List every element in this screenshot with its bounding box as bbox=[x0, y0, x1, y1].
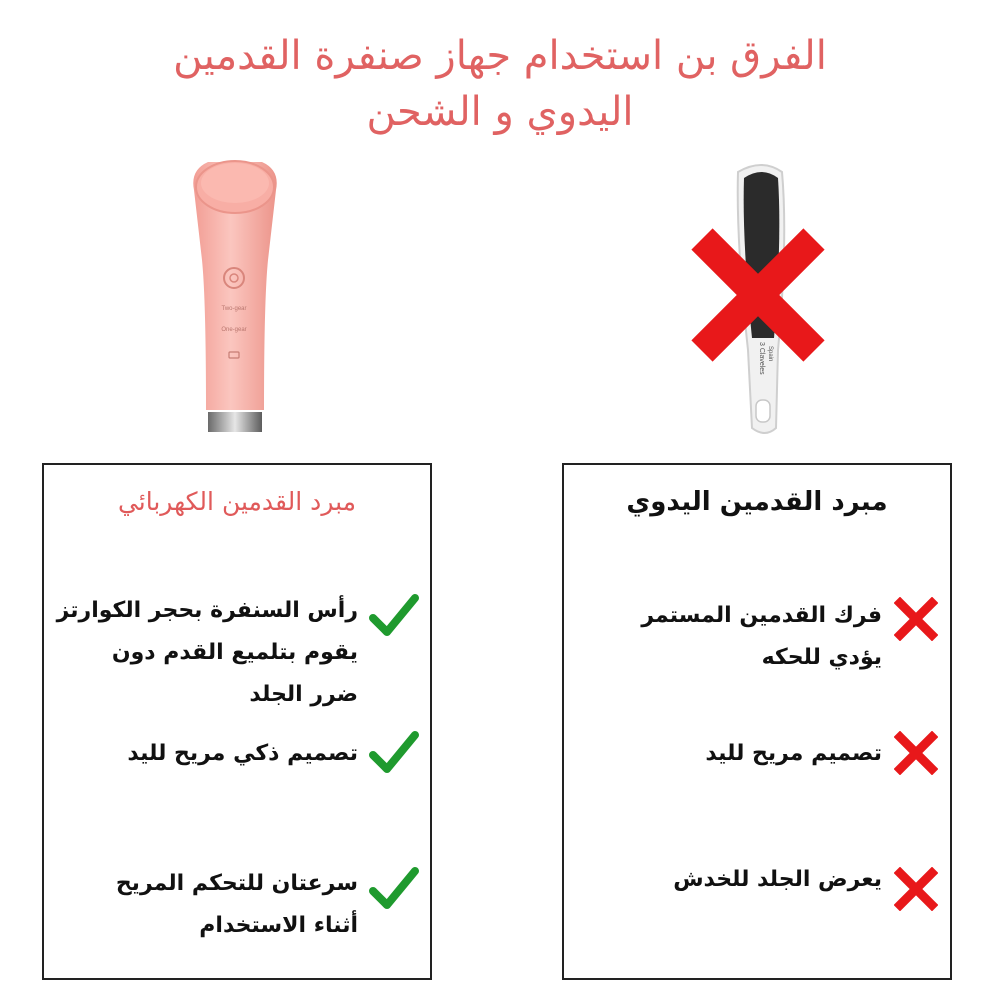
file-origin-text: Spain bbox=[767, 346, 773, 362]
electric-benefit-1 bbox=[48, 590, 358, 716]
benefit-2-line-1: تصميم ذكي مريح لليد bbox=[127, 741, 358, 766]
title-line-1: الفرق بن استخدام جهاز صنفرة القدمين bbox=[173, 33, 827, 79]
device-label-one-gear: One-gear bbox=[221, 327, 247, 333]
manual-drawback-3 bbox=[582, 859, 882, 901]
electric-benefit-2 bbox=[48, 733, 358, 775]
benefit-1-line-1: رأس السنفرة بحجر الكوارتز bbox=[56, 598, 358, 623]
page-title bbox=[60, 28, 940, 140]
drawback-1-line-2: يؤدي للحكه bbox=[761, 645, 882, 670]
manual-drawback-2 bbox=[582, 733, 882, 775]
benefit-1-line-3: ضرر الجلد bbox=[249, 682, 358, 707]
cross-icon bbox=[894, 867, 938, 911]
check-icon bbox=[369, 729, 419, 775]
manual-file-box bbox=[562, 463, 952, 980]
title-line-2: اليدوي و الشحن bbox=[366, 89, 634, 135]
cross-icon bbox=[894, 597, 938, 641]
electric-benefit-3 bbox=[48, 863, 358, 947]
check-icon bbox=[369, 592, 419, 638]
benefit-3-line-1: سرعتان للتحكم المريح bbox=[115, 871, 358, 896]
device-label-two-gear: Two-gear bbox=[221, 306, 247, 312]
cross-icon bbox=[894, 731, 938, 775]
manual-box-heading: مبرد القدمين اليدوي bbox=[626, 487, 888, 517]
electric-foot-file-image bbox=[180, 150, 290, 440]
electric-file-box bbox=[42, 463, 432, 980]
drawback-1-line-1: فرك القدمين المستمر bbox=[641, 603, 882, 628]
manual-drawback-1 bbox=[582, 595, 882, 679]
benefit-3-line-2: أثناء الاستخدام bbox=[199, 913, 358, 938]
check-icon bbox=[369, 865, 419, 911]
file-brand-text: 3 Claveles bbox=[758, 342, 765, 375]
large-cross-icon bbox=[688, 225, 828, 365]
drawback-3-line-1: يعرض الجلد للخدش bbox=[673, 867, 882, 892]
benefit-1-line-2: يقوم بتلميع القدم دون bbox=[111, 640, 358, 665]
electric-box-heading: مبرد القدمين الكهربائي bbox=[117, 487, 357, 516]
drawback-2-line-1: تصميم مريح لليد bbox=[705, 741, 882, 766]
